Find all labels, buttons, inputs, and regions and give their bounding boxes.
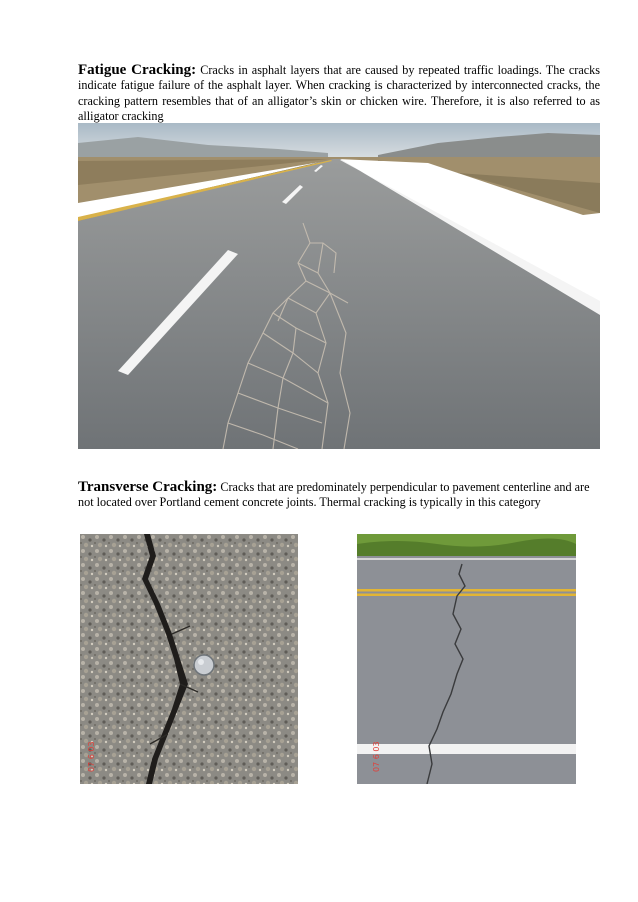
transverse-crack-road-photo: [357, 534, 576, 784]
fatigue-cracking-text: Cracks in asphalt layers that are caused by repeated traffic loadings. The cracks indicate fatigue failure of the asphalt layer. When cracking is characterized by interconnected cracks, the cracking pattern resembles that of an alligator’s skin or chicken wire. Therefore, it is also referred to as alligator cracking: [78, 63, 600, 124]
fatigue-cracking-heading: Fatigue Cracking:: [78, 62, 197, 78]
fatigue-cracking-paragraph: [78, 63, 600, 125]
transverse-cracking-paragraph: [78, 480, 600, 511]
svg-text:07 6 03: 07 6 03: [372, 741, 381, 772]
svg-text:07 6 03: 07 6 03: [87, 741, 96, 772]
alligator-cracking-road-photo: [78, 123, 600, 449]
transverse-crack-closeup-photo: [80, 534, 298, 784]
transverse-cracking-heading: Transverse Cracking:: [78, 479, 218, 495]
transverse-cracking-text: Cracks that are predominately perpendicular to pavement centerline and are not located over Portland cement concrete joints. Thermal cracking is typically in this category: [78, 480, 590, 510]
